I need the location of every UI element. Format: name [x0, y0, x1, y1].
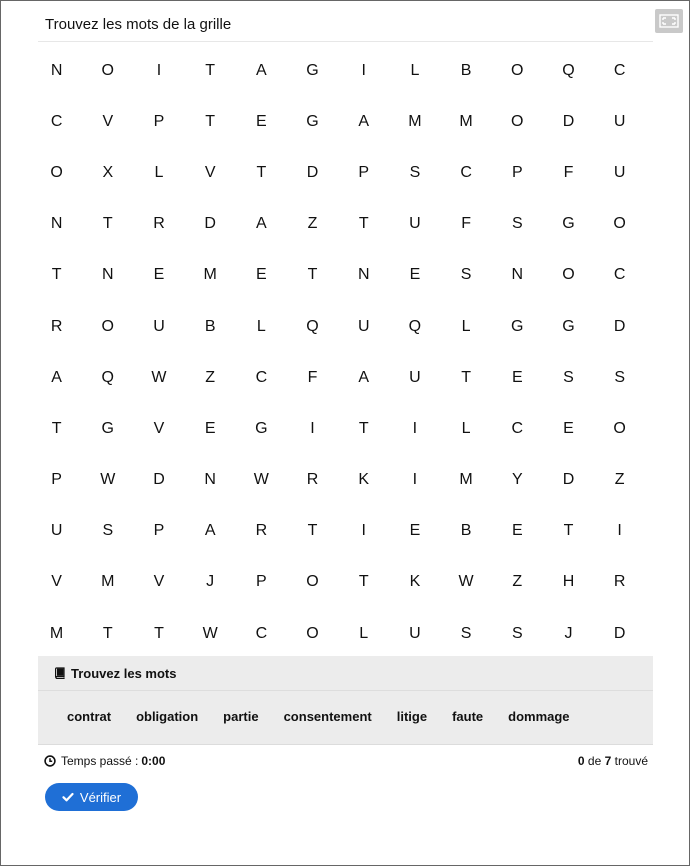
grid-cell[interactable]: P — [51, 471, 62, 489]
grid-cell[interactable]: M — [101, 573, 115, 591]
grid-cell[interactable]: E — [153, 266, 165, 284]
word-item: faute — [452, 709, 484, 724]
grid-cell[interactable]: I — [412, 471, 418, 489]
grid-cell[interactable]: U — [153, 317, 165, 335]
grid-cell[interactable]: A — [256, 215, 267, 233]
grid-cell[interactable]: N — [511, 266, 524, 284]
word-item: contrat — [67, 709, 112, 724]
grid-cell[interactable]: S — [460, 624, 472, 642]
verify-button-label: Vérifier — [79, 789, 122, 805]
grid-cell[interactable]: D — [204, 215, 216, 233]
grid-cell[interactable]: D — [613, 624, 626, 642]
clock-icon — [44, 755, 56, 767]
grid-cell[interactable]: P — [256, 573, 267, 591]
grid-cell[interactable]: I — [361, 61, 366, 79]
grid-cell[interactable]: J — [564, 624, 573, 642]
grid-cell[interactable]: M — [49, 624, 64, 642]
words-panel — [38, 656, 653, 745]
grid-cell[interactable]: R — [613, 573, 626, 591]
timer-value: 0:00 — [141, 754, 166, 768]
grid-cell[interactable]: T — [358, 215, 369, 233]
grid-cell[interactable]: T — [358, 419, 369, 437]
grid-cell[interactable]: M — [203, 266, 217, 284]
check-icon — [62, 791, 74, 803]
grid-cell[interactable]: N — [357, 266, 370, 284]
grid-cell[interactable]: O — [613, 419, 626, 437]
word-item: litige — [396, 709, 428, 724]
grid-cell[interactable]: S — [511, 215, 523, 233]
grid-cell[interactable]: D — [613, 317, 626, 335]
grid-cell[interactable]: U — [409, 368, 421, 386]
grid-cell[interactable]: S — [409, 163, 421, 181]
grid-cell[interactable]: C — [511, 419, 524, 437]
grid-cell[interactable]: L — [461, 317, 471, 335]
grid-cell[interactable]: C — [613, 266, 626, 284]
grid-cell[interactable]: A — [204, 522, 216, 540]
grid-cell[interactable]: G — [562, 317, 575, 335]
grid-cell[interactable]: T — [307, 266, 318, 284]
verify-button[interactable] — [45, 783, 138, 811]
grid-cell[interactable]: C — [255, 368, 268, 386]
grid-cell[interactable]: K — [409, 573, 421, 591]
grid-cell[interactable]: S — [614, 368, 625, 386]
grid-cell[interactable]: E — [409, 522, 421, 540]
grid-cell[interactable]: P — [511, 163, 523, 181]
grid-cell[interactable]: N — [102, 266, 114, 284]
grid-cell[interactable]: W — [253, 471, 269, 489]
grid-cell[interactable]: V — [153, 573, 165, 591]
grid-cell[interactable]: P — [153, 522, 165, 540]
grid-cell[interactable]: O — [101, 317, 114, 335]
grid-cell[interactable]: B — [460, 61, 472, 79]
grid-cell[interactable]: D — [153, 471, 165, 489]
timer-label: Temps passé : — [61, 754, 139, 768]
grid-cell[interactable]: N — [50, 61, 63, 79]
grid-cell[interactable]: T — [205, 61, 216, 79]
grid-cell[interactable]: Z — [614, 471, 625, 489]
found-counter — [578, 754, 648, 768]
grid-cell[interactable]: L — [154, 163, 164, 181]
grid-cell[interactable]: E — [511, 368, 523, 386]
grid-cell[interactable]: E — [256, 112, 267, 130]
grid-cell[interactable]: N — [204, 471, 216, 489]
grid-cell[interactable]: B — [460, 522, 472, 540]
grid-cell[interactable]: U — [409, 215, 421, 233]
grid-cell[interactable]: D — [562, 471, 575, 489]
status-bar — [38, 751, 653, 771]
grid-cell[interactable]: T — [461, 368, 471, 386]
grid-cell[interactable]: L — [359, 624, 369, 642]
grid-cell[interactable]: D — [562, 112, 575, 130]
grid-cell[interactable]: O — [562, 266, 575, 284]
grid-cell[interactable]: G — [306, 112, 319, 130]
grid-cell[interactable]: D — [306, 163, 319, 181]
grid-cell[interactable]: P — [153, 112, 165, 130]
grid-cell[interactable]: W — [202, 624, 218, 642]
grid-cell[interactable]: Z — [307, 215, 318, 233]
word-item: partie — [223, 709, 259, 724]
grid-cell[interactable]: M — [408, 112, 422, 130]
grid-cell[interactable]: S — [460, 266, 472, 284]
grid-cell[interactable]: R — [153, 215, 165, 233]
grid-cell[interactable]: O — [101, 61, 114, 79]
grid-cell[interactable]: R — [255, 522, 268, 540]
grid-cell[interactable]: Z — [512, 573, 523, 591]
letter-grid — [31, 45, 651, 659]
grid-cell[interactable]: E — [511, 522, 523, 540]
grid-cell[interactable]: G — [562, 215, 575, 233]
grid-cell[interactable]: M — [459, 471, 473, 489]
grid-cell[interactable]: H — [562, 573, 575, 591]
grid-cell[interactable]: F — [307, 368, 318, 386]
grid-cell[interactable]: A — [256, 61, 267, 79]
grid-cell[interactable]: M — [459, 112, 473, 130]
puzzle-header — [38, 7, 653, 42]
grid-cell[interactable]: E — [256, 266, 267, 284]
grid-cell[interactable]: O — [306, 573, 319, 591]
grid-cell[interactable]: V — [153, 419, 165, 437]
grid-cell[interactable]: G — [511, 317, 524, 335]
words-panel-header — [38, 656, 653, 691]
word-list — [67, 709, 595, 724]
grid-cell[interactable]: L — [461, 419, 471, 437]
grid-cell[interactable]: T — [102, 624, 113, 642]
grid-cell[interactable]: I — [156, 61, 162, 79]
grid-cell[interactable]: A — [51, 368, 62, 386]
timer — [44, 754, 165, 768]
grid-cell[interactable]: U — [613, 163, 626, 181]
grid-cell[interactable]: Q — [306, 317, 319, 335]
fullscreen-button[interactable] — [655, 9, 683, 33]
word-item: obligation — [136, 709, 199, 724]
grid-cell[interactable]: R — [306, 471, 319, 489]
grid-cell[interactable]: E — [563, 419, 574, 437]
grid-cell[interactable]: J — [206, 573, 215, 591]
total-count: 7 — [604, 754, 612, 768]
grid-cell[interactable]: X — [102, 163, 114, 181]
grid-cell[interactable]: Z — [205, 368, 216, 386]
grid-cell[interactable]: O — [511, 112, 524, 130]
grid-cell[interactable]: T — [358, 573, 369, 591]
grid-cell[interactable]: W — [458, 573, 474, 591]
found-separator: de — [587, 754, 602, 768]
grid-cell[interactable]: U — [613, 112, 626, 130]
grid-cell[interactable]: V — [204, 163, 216, 181]
grid-cell[interactable]: F — [563, 163, 574, 181]
grid-cell[interactable]: T — [563, 522, 574, 540]
grid-cell[interactable]: G — [255, 419, 268, 437]
grid-cell[interactable]: U — [50, 522, 63, 540]
grid-cell[interactable]: O — [511, 61, 524, 79]
words-panel-title: Trouvez les mots — [71, 666, 177, 681]
grid-cell[interactable]: I — [617, 522, 622, 540]
grid-cell[interactable]: N — [50, 215, 63, 233]
grid-cell[interactable]: E — [204, 419, 216, 437]
found-suffix: trouvé — [614, 754, 648, 768]
grid-cell[interactable]: F — [461, 215, 471, 233]
grid-cell[interactable]: G — [101, 419, 114, 437]
grid-cell[interactable]: Q — [101, 368, 114, 386]
grid-cell[interactable]: Y — [511, 471, 523, 489]
grid-cell[interactable]: R — [50, 317, 63, 335]
grid-cell[interactable]: T — [256, 163, 267, 181]
found-count: 0 — [577, 754, 585, 768]
grid-cell[interactable]: C — [460, 163, 472, 181]
grid-cell[interactable]: T — [102, 215, 113, 233]
grid-cell[interactable]: T — [205, 112, 216, 130]
grid-cell[interactable]: C — [613, 61, 626, 79]
grid-cell[interactable]: T — [154, 624, 164, 642]
grid-cell[interactable]: T — [307, 522, 318, 540]
grid-cell[interactable]: Q — [562, 61, 575, 79]
grid-cell[interactable]: S — [102, 522, 114, 540]
grid-cell[interactable]: V — [102, 112, 114, 130]
grid-cell[interactable]: A — [358, 112, 370, 130]
grid-cell[interactable]: C — [255, 624, 268, 642]
grid-cell[interactable]: I — [412, 419, 418, 437]
grid-cell[interactable]: G — [306, 61, 319, 79]
grid-cell[interactable]: Q — [408, 317, 422, 335]
grid-cell[interactable]: I — [361, 522, 366, 540]
grid-cell[interactable]: O — [50, 163, 63, 181]
grid-cell[interactable]: S — [563, 368, 574, 386]
grid-cell[interactable]: T — [51, 419, 62, 437]
word-item: consentement — [283, 709, 372, 724]
grid-cell[interactable]: U — [409, 624, 421, 642]
grid-cell[interactable]: W — [100, 471, 116, 489]
book-icon — [54, 667, 66, 679]
grid-cell[interactable]: K — [358, 471, 370, 489]
word-item: dommage — [508, 709, 570, 724]
expand-icon — [659, 14, 679, 28]
grid-cell[interactable]: T — [51, 266, 62, 284]
grid-cell[interactable]: L — [256, 317, 266, 335]
grid-cell[interactable]: A — [358, 368, 370, 386]
grid-cell[interactable]: I — [310, 419, 315, 437]
grid-cell[interactable]: E — [409, 266, 421, 284]
grid-cell[interactable]: P — [358, 163, 370, 181]
grid-cell[interactable]: B — [204, 317, 216, 335]
grid-cell[interactable]: S — [511, 624, 523, 642]
grid-cell[interactable]: U — [357, 317, 370, 335]
grid-cell[interactable]: C — [50, 112, 63, 130]
grid-cell[interactable]: V — [51, 573, 62, 591]
grid-cell[interactable]: W — [151, 368, 167, 386]
grid-cell[interactable]: L — [410, 61, 420, 79]
grid-cell[interactable]: O — [306, 624, 319, 642]
page-title: Trouvez les mots de la grille — [45, 16, 232, 33]
grid-cell[interactable]: O — [613, 215, 626, 233]
